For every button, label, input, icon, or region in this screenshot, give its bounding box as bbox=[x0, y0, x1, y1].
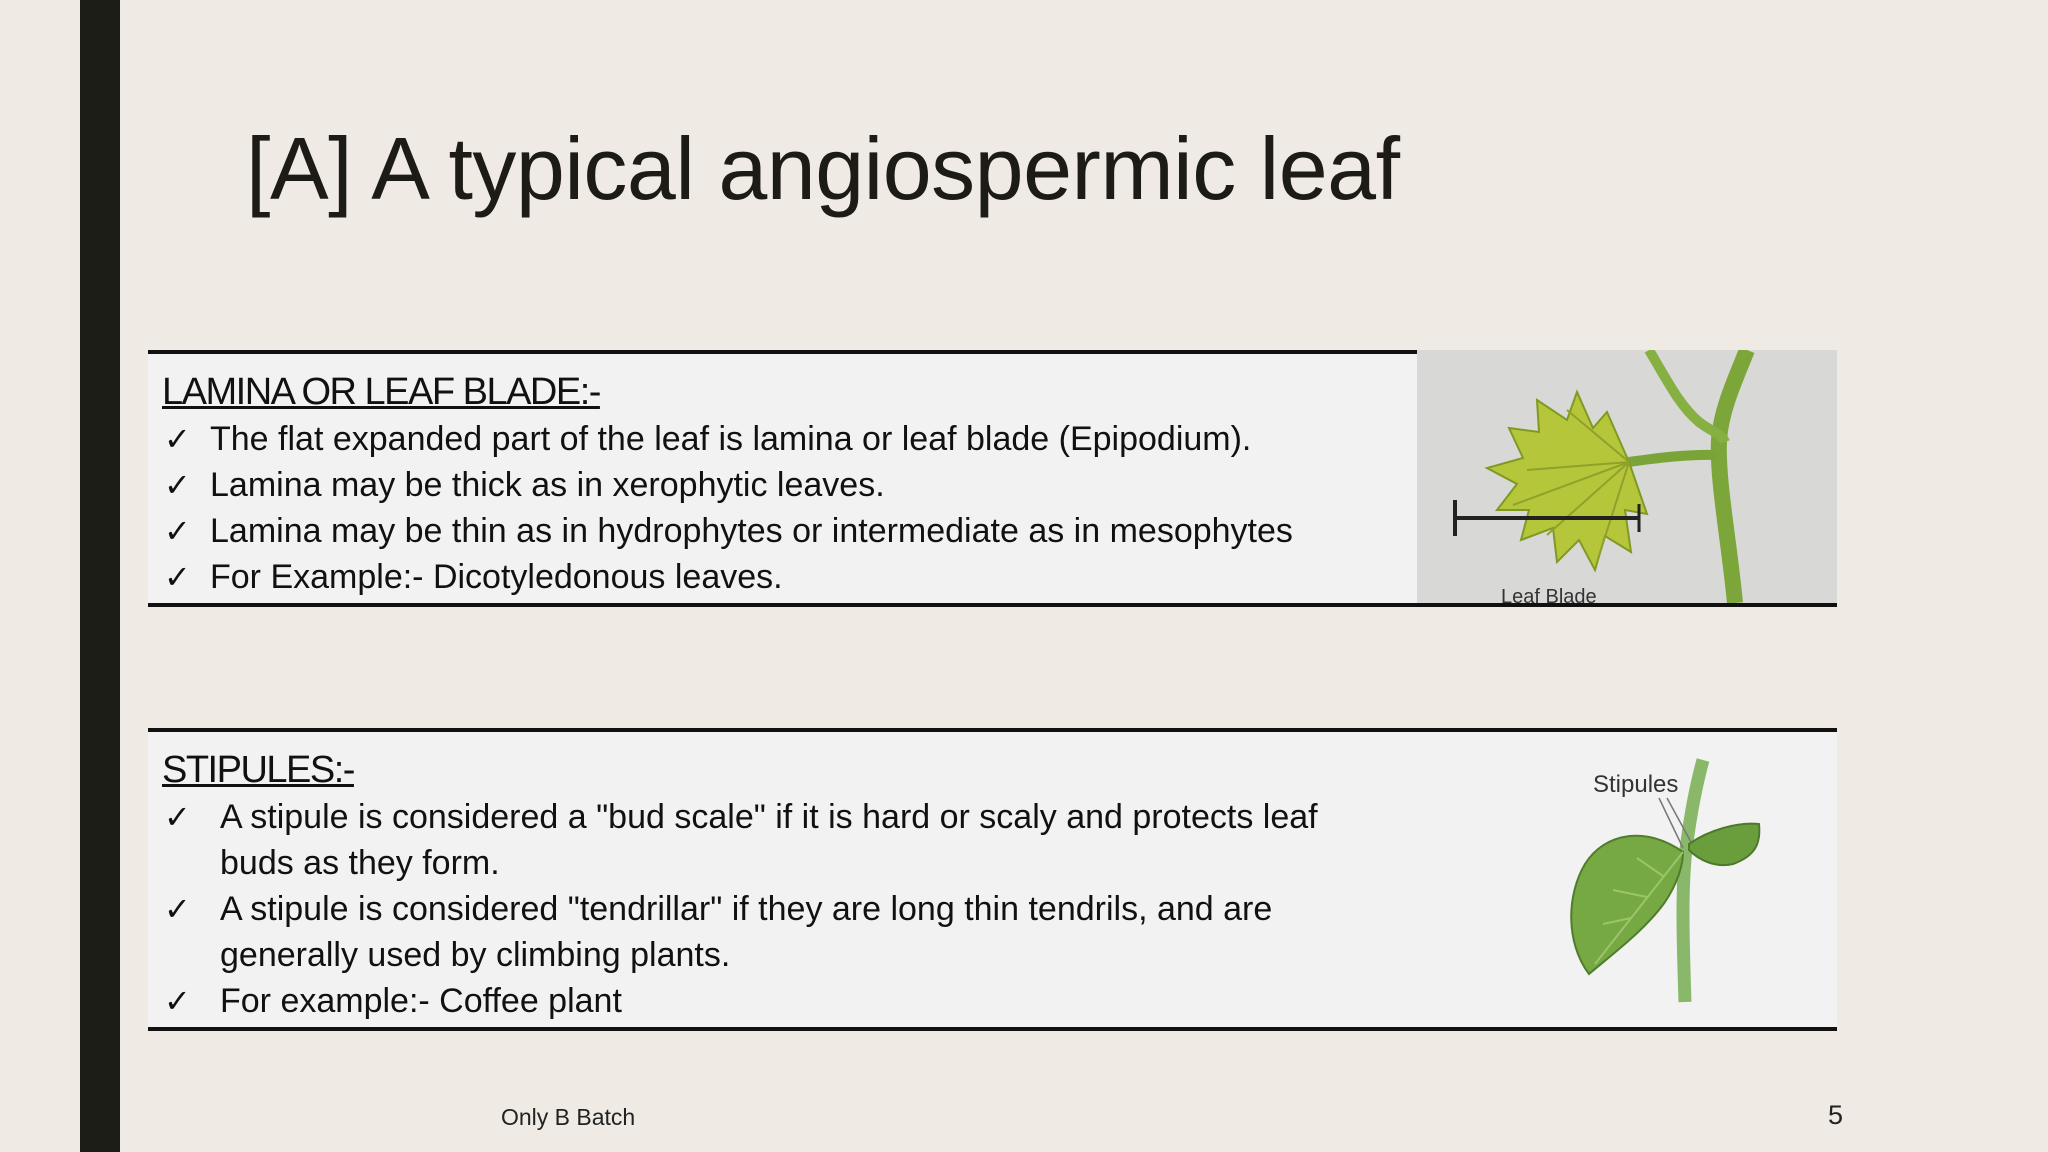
slide-title: [A] A typical angiospermic leaf bbox=[246, 119, 1400, 218]
leaf-blade-image bbox=[1417, 350, 1837, 603]
list-item bbox=[162, 978, 1397, 1024]
checkmark-icon: ✓ bbox=[164, 513, 191, 549]
list-item bbox=[162, 416, 1397, 462]
stipules-illustration bbox=[1527, 752, 1787, 1012]
lamina-section bbox=[148, 350, 1837, 607]
lamina-bullet-list bbox=[162, 416, 1397, 600]
lamina-text bbox=[162, 368, 1397, 600]
bullet-text: A stipule is considered a "bud scale" if it is hard or scaly and protects leaf buds as they form. bbox=[220, 798, 1318, 882]
list-item bbox=[162, 462, 1397, 508]
bullet-text: For Example:- Dicotyledonous leaves. bbox=[210, 558, 783, 596]
checkmark-icon: ✓ bbox=[164, 559, 191, 595]
list-item bbox=[162, 794, 1397, 886]
checkmark-icon: ✓ bbox=[164, 983, 191, 1019]
list-item bbox=[162, 554, 1397, 600]
stipules-text bbox=[162, 746, 1397, 1024]
leaf-blade-illustration bbox=[1417, 350, 1837, 603]
slide-footer: Only B Batch bbox=[501, 1104, 636, 1130]
stipules-bullet-list bbox=[162, 794, 1397, 1024]
bullet-text: Lamina may be thin as in hydrophytes or intermediate as in mesophytes bbox=[210, 512, 1293, 550]
page-number: 5 bbox=[1828, 1100, 1844, 1130]
bullet-text: A stipule is considered "tendrillar" if they are long thin tendrils, and are generally used by climbing plants. bbox=[220, 890, 1273, 974]
list-item bbox=[162, 508, 1397, 554]
stipules-image bbox=[1527, 752, 1787, 1012]
checkmark-icon: ✓ bbox=[164, 421, 191, 457]
list-item bbox=[162, 886, 1397, 978]
lamina-heading: LAMINA OR LEAF BLADE:- bbox=[162, 371, 600, 413]
bullet-text: For example:- Coffee plant bbox=[220, 982, 622, 1020]
svg-text:Stipules: Stipules bbox=[1593, 771, 1679, 798]
slide-accent-bar bbox=[80, 0, 120, 1152]
bullet-text: The flat expanded part of the leaf is lamina or leaf blade (Epipodium). bbox=[210, 420, 1252, 458]
bullet-text: Lamina may be thick as in xerophytic leaves. bbox=[210, 466, 885, 504]
stipules-section bbox=[148, 728, 1837, 1031]
stipules-heading: STIPULES:- bbox=[162, 749, 354, 791]
checkmark-icon: ✓ bbox=[164, 891, 191, 927]
svg-text:Leaf Blade: Leaf Blade bbox=[1501, 586, 1597, 603]
checkmark-icon: ✓ bbox=[164, 799, 191, 835]
checkmark-icon: ✓ bbox=[164, 467, 191, 503]
